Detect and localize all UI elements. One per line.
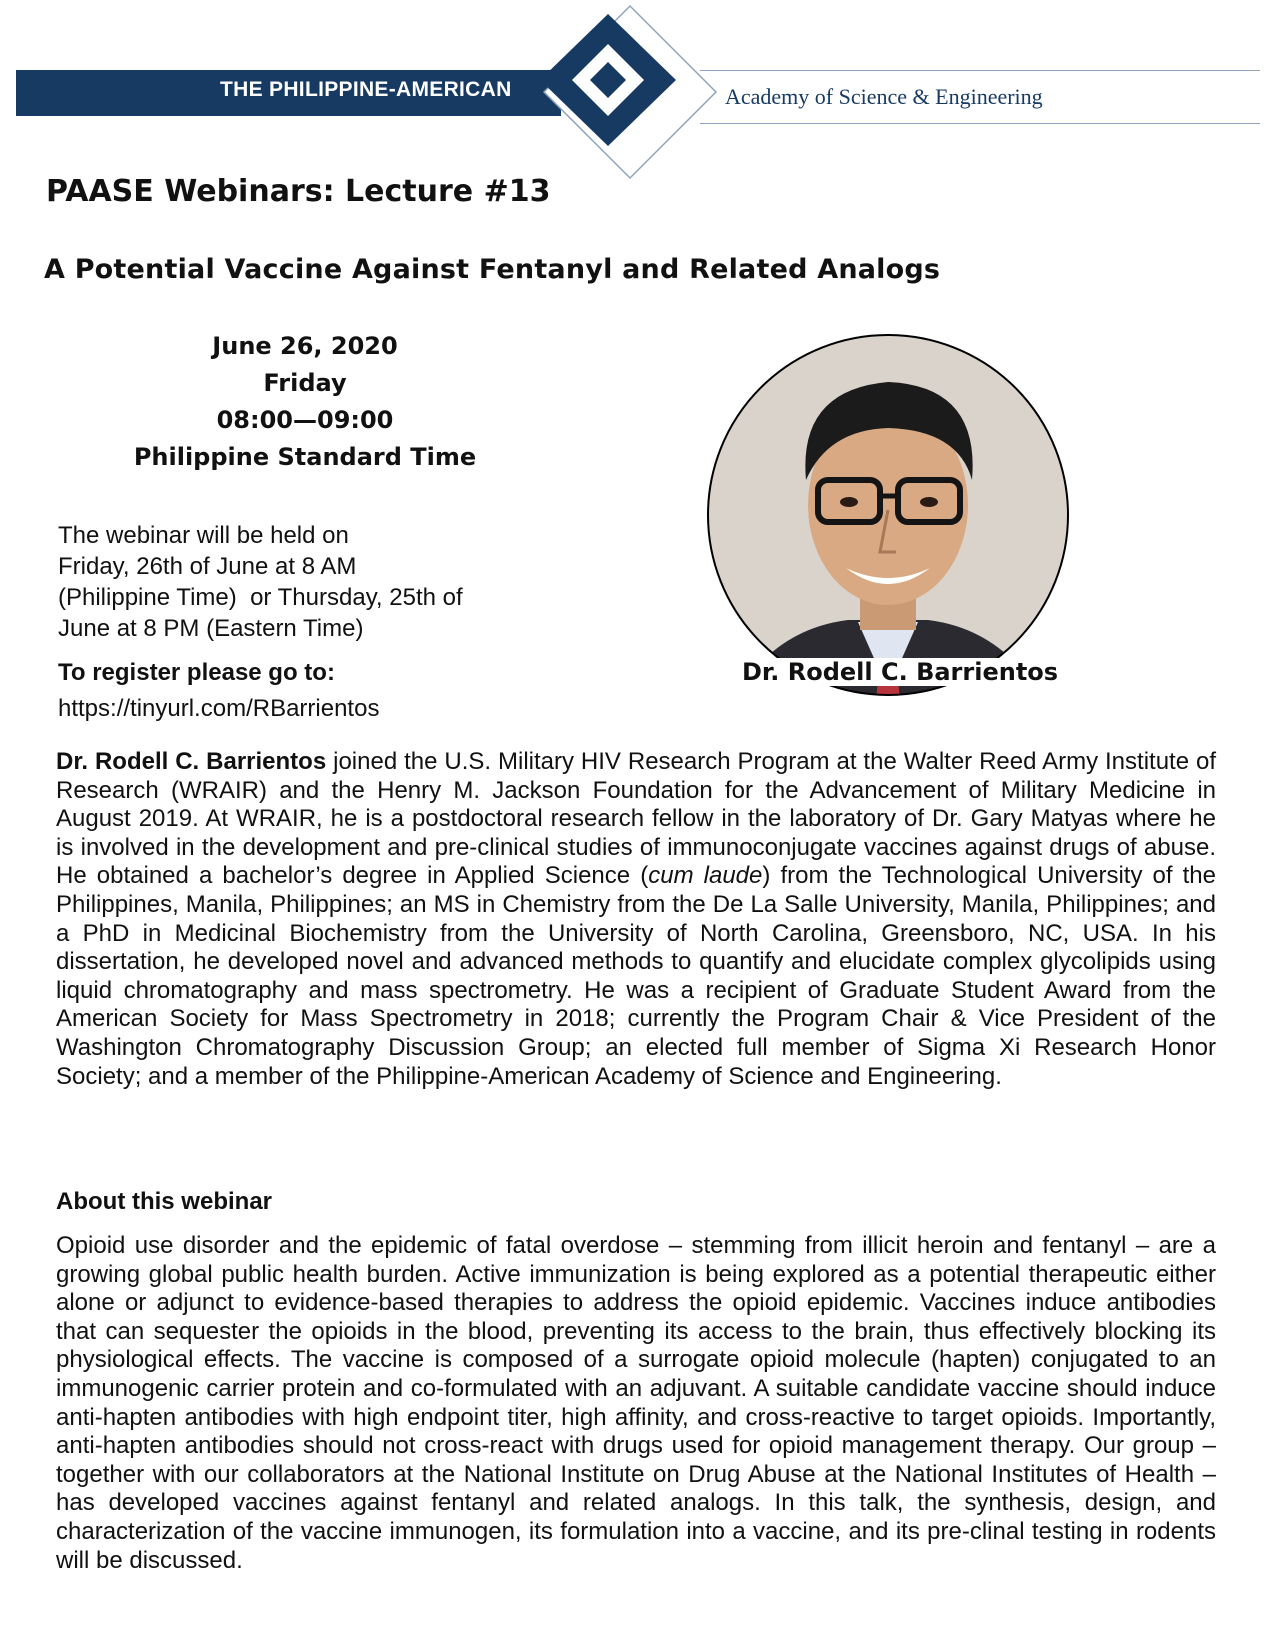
about-heading: About this webinar — [56, 1188, 272, 1215]
bio-text-part2: ) from the Technological University of the Philippines, Manila, Philippines; an MS in Chemistry from the De La Salle University, Manila, Philippines; and a PhD in Medicinal Biochemistry from the University of North Carolina, Greensboro, NC, USA. In his dissertation, he developed novel and advanced methods to quantify and elucidate complex glycolipids using liquid chromatography and mass spectrometry. He was a recipient of Graduate Student Award from the American Society for Mass Spectrometry in 2018; currently the Program Chair & Vice President of the Washington Chromatography Discussion Group; an elected full member of Sigma Xi Research Honor Society; and a member of the Philippine-American Academy of Science and Engineering. — [56, 862, 1216, 1090]
held-line-1: The webinar will be held on — [58, 522, 349, 549]
speaker-name-caption: Dr. Rodell C. Barrientos — [700, 658, 1100, 686]
schedule-date: June 26, 2020 — [212, 332, 398, 360]
header-rule-bottom — [700, 123, 1260, 124]
held-line-3: (Philippine Time) or Thursday, 25th of — [58, 584, 463, 611]
bio-text-part1: joined the U.S. Military HIV Research Program at the Walter Reed Army Institute of Research (WRAIR) and the Henry M. Jackson Foundation for the Advancement of Military Medicine in August 2019. At WRAIR, he is a postdoctoral research fellow in the laboratory of Dr. Gary Matyas where he is involved in the development and pre-clinical studies of immunoconjugate vaccines against drugs of abuse. He obtained a bachelor’s degree in Applied Science ( — [56, 748, 1217, 890]
held-line-4: June at 8 PM (Eastern Time) — [58, 615, 364, 642]
held-info — [58, 520, 598, 644]
held-line-2: Friday, 26th of June at 8 AM — [58, 553, 357, 580]
bio-honor: cum laude — [648, 862, 763, 890]
speaker-bio — [56, 748, 1216, 1091]
header-banner — [0, 0, 1275, 180]
about-text: Opioid use disorder and the epidemic of fatal overdose – stemming from illicit heroin and fentanyl – are a growing global public health burden. Active immunization is being explored as a potential therapeutic either alone or adjunct to evidence-based therapies to address the opioid epidemic. Vaccines induce antibodies that can sequester the opioids in the blood, preventing its access to the brain, thus effectively blocking its physiological effects. The vaccine is composed of a surrogate opioid molecule (hapten) conjugated to an immunogenic carrier protein and co-formulated with an adjuvant. A suitable candidate vaccine should induce anti-hapten antibodies with high endpoint titer, high affinity, and cross-reactive to target opioids. Importantly, anti-hapten antibodies should not cross-react with drugs used for opioid management therapy. Our group – together with our collaborators at the National Institute on Drug Abuse at the National Institutes of Health – has developed vaccines against fentanyl and related analogs. In this talk, the synthesis, design, and characterization of the vaccine immunogen, its formulation into a vaccine, and its pre-clinal testing in rodents will be discussed. — [56, 1232, 1216, 1574]
bio-speaker-name: Dr. Rodell C. Barrientos — [56, 748, 327, 775]
schedule-time: 08:00—09:00 — [216, 406, 394, 434]
register-label: To register please go to: — [58, 659, 335, 686]
schedule-day: Friday — [263, 369, 347, 397]
schedule-timezone: Philippine Standard Time — [133, 443, 477, 471]
register-link[interactable]: https://tinyurl.com/RBarrientos — [58, 695, 380, 722]
schedule-block — [40, 328, 570, 476]
lecture-title: A Potential Vaccine Against Fentanyl and Related Analogs — [44, 254, 941, 285]
org-name-right: Academy of Science & Engineering — [725, 84, 1043, 109]
header-rule-top — [700, 70, 1260, 71]
series-title: PAASE Webinars: Lecture #13 — [46, 174, 551, 209]
org-name-left: THE PHILIPPINE-AMERICAN — [220, 78, 512, 101]
paase-logo-icon — [536, 0, 726, 180]
